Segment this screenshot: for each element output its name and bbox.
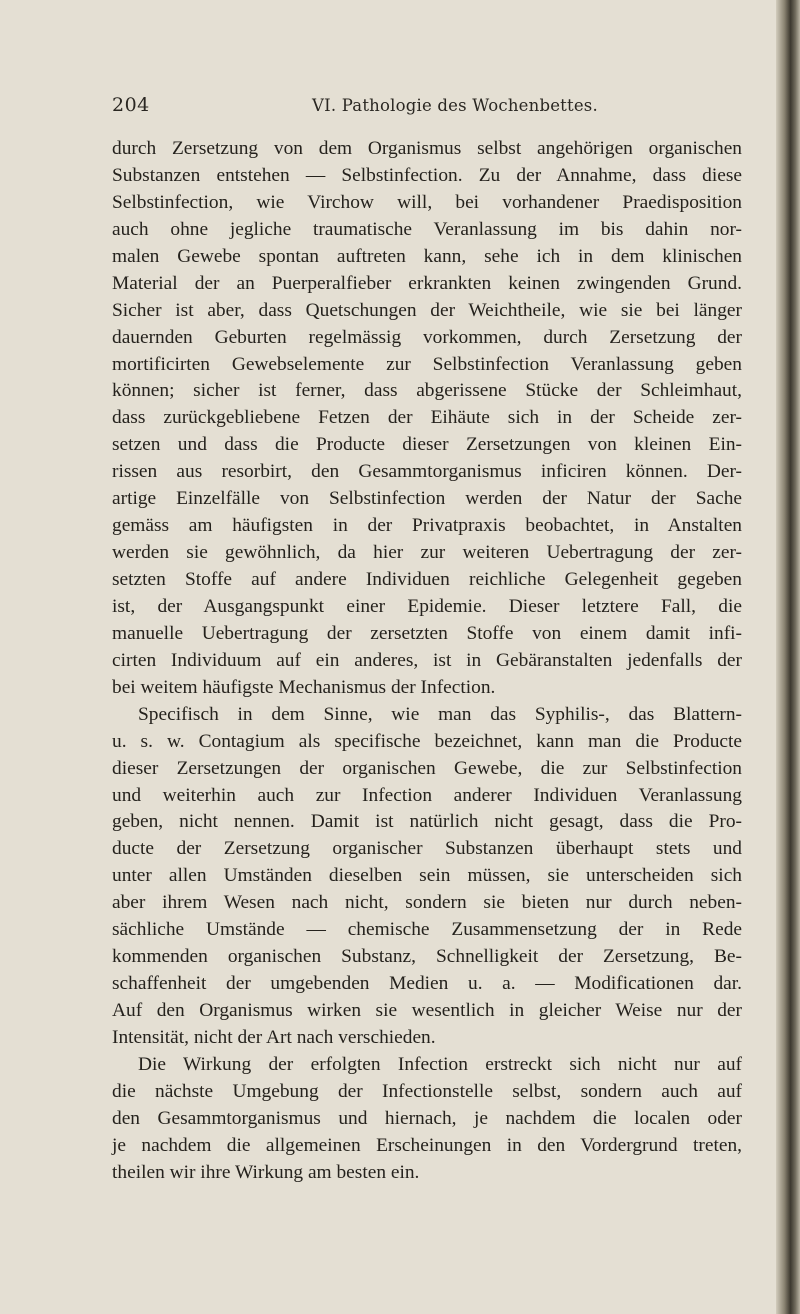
text-line: dauernden Geburten regelmässig vorkommen, durch Zersetzung der [112,326,742,348]
text-line: je nachdem die allgemeinen Erscheinungen in den Vordergrund treten, [112,1134,742,1156]
text-line: Selbstinfection, wie Virchow will, bei vorhandener Praedisposition [112,191,742,213]
book-binding-edge [776,0,800,1314]
text-line: geben, nicht nennen. Damit ist natürlich nicht gesagt, dass die Pro- [112,811,742,833]
text-line: dass zurückgebliebene Fetzen der Eihäute sich in der Scheide zer- [112,407,742,429]
text-line: Substanzen entstehen — Selbstinfection. Zu der Annahme, dass diese [112,164,742,186]
text-line: artige Einzelfälle von Selbstinfection werden der Natur der Sache [112,488,742,510]
text-line: schaffenheit der umgebenden Medien u. a. — Modificationen dar. [112,973,742,995]
text-line: bei weitem häufigste Mechanismus der Infection. [112,676,496,698]
text-line: können; sicher ist ferner, dass abgerissene Stücke der Schleimhaut, [112,380,742,402]
text-line: ist, der Ausgangspunkt einer Epidemie. Dieser letztere Fall, die [112,595,742,617]
text-line: Die Wirkung der erfolgten Infection erstreckt sich nicht nur auf [138,1053,742,1075]
text-line: u. s. w. Contagium als specifische bezeichnet, kann man die Producte [112,730,742,752]
page-header [112,94,732,124]
text-line: sächliche Umstände — chemische Zusammensetzung der in Rede [112,919,742,941]
text-line: ducte der Zersetzung organischer Substanzen überhaupt stets und [112,838,742,860]
text-line: gemäss am häufigsten in der Privatpraxis beobachtet, in Anstalten [112,515,742,537]
text-line: den Gesammtorganismus und hiernach, je nachdem die localen oder [112,1107,742,1129]
text-line: manuelle Uebertragung der zersetzten Stoffe von einem damit infi- [112,622,742,644]
page-number: 204 [112,94,150,116]
text-line: aber ihrem Wesen nach nicht, sondern sie bieten nur durch neben- [112,892,742,914]
text-line: cirten Individuum auf ein anderes, ist in Gebäranstalten jedenfalls der [112,649,742,671]
text-line: die nächste Umgebung der Infectionstelle selbst, sondern auch auf [112,1080,742,1102]
text-line: und weiterhin auch zur Infection anderer Individuen Veranlassung [112,784,742,806]
text-line: Material der an Puerperalfieber erkrankten keinen zwingenden Grund. [112,272,742,294]
text-line: Auf den Organismus wirken sie wesentlich in gleicher Weise nur der [112,1000,742,1021]
text-line: durch Zersetzung von dem Organismus selbst angehörigen organischen [112,138,742,159]
text-line: Intensität, nicht der Art nach verschieden. [112,1026,436,1048]
text-line: mortificirten Gewebselemente zur Selbstinfection Veranlassung geben [112,353,742,375]
text-line: setzten Stoffe auf andere Individuen reichliche Gelegenheit gegeben [112,569,742,590]
body-text [112,136,742,1187]
text-line: werden sie gewöhnlich, da hier zur weiteren Uebertragung der zer- [112,542,742,564]
running-head: VI. Pathologie des Wochenbettes. [312,96,598,115]
text-line: dieser Zersetzungen der organischen Gewebe, die zur Selbstinfection [112,757,742,779]
text-line: auch ohne jegliche traumatische Veranlassung im bis dahin nor- [112,218,742,240]
text-line: theilen wir ihre Wirkung am besten ein. [112,1161,420,1183]
text-line: setzen und dass die Producte dieser Zersetzungen von kleinen Ein- [112,434,742,456]
text-line: kommenden organischen Substanz, Schnelligkeit der Zersetzung, Be- [112,946,742,968]
text-line: malen Gewebe spontan auftreten kann, sehe ich in dem klinischen [112,245,742,267]
text-line: unter allen Umständen dieselben sein müssen, sie unterscheiden sich [112,865,742,887]
text-line: rissen aus resorbirt, den Gesammtorganismus inficiren können. Der- [112,461,742,483]
text-line: Sicher ist aber, dass Quetschungen der Weichtheile, wie sie bei länger [112,299,742,321]
text-line: Specifisch in dem Sinne, wie man das Syphilis-, das Blattern- [138,703,742,725]
